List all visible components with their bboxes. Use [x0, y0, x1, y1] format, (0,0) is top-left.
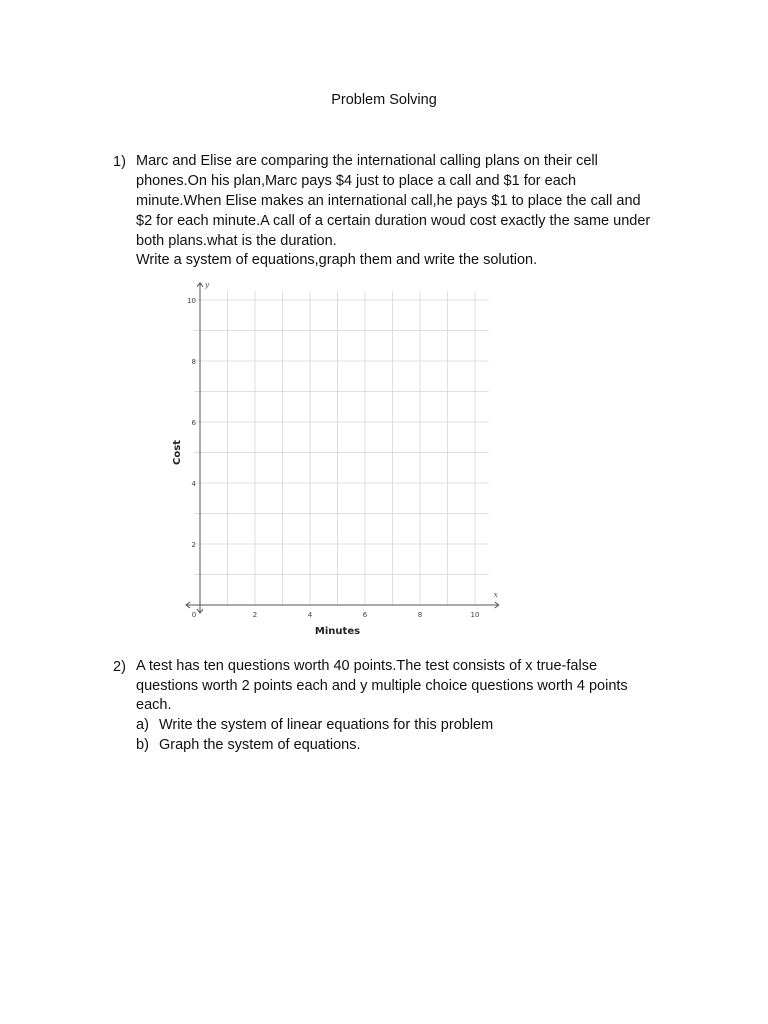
y-tick-label: 4 — [191, 480, 196, 488]
tick-labels — [187, 297, 479, 619]
question-2-line: A test has ten questions worth 40 points.The test consists of x true-false — [136, 658, 598, 674]
question-2-part-b-text: Graph the system of equations. — [159, 737, 361, 753]
coordinate-grid — [168, 270, 508, 642]
x-tick-label: 0 — [191, 611, 197, 619]
question-1-number: 1) — [113, 154, 126, 170]
y-tick-label: 10 — [187, 297, 196, 305]
page-title: Problem Solving — [331, 92, 437, 108]
question-2-part-b-label: b) — [136, 737, 149, 753]
question-1-line: Write a system of equations,graph them and write the solution. — [136, 252, 538, 268]
y-axis-label: Cost — [172, 440, 183, 465]
question-2-line: questions worth 2 points each and y multiple choice questions worth 4 points — [136, 678, 628, 694]
y-tick-label: 6 — [191, 419, 196, 427]
x-tick-label: 4 — [307, 611, 313, 619]
x-tick-label: 2 — [252, 611, 258, 619]
question-2-part-a-label: a) — [136, 717, 149, 733]
question-1-line: $2 for each minute.A call of a certain duration woud cost exactly the same under — [136, 213, 651, 229]
y-axis-letter: y — [205, 280, 209, 289]
axes — [186, 280, 499, 613]
question-1-line: minute.When Elise makes an international call,he pays $1 to place the call and — [136, 193, 641, 209]
x-axis-letter: x — [493, 591, 498, 599]
x-axis-label: Minutes — [314, 626, 361, 637]
y-tick-label: 2 — [191, 541, 196, 549]
question-1-line: both plans.what is the duration. — [136, 233, 337, 249]
y-tick-label: 8 — [191, 358, 196, 366]
question-2-line: each. — [136, 697, 172, 713]
x-tick-label: 8 — [417, 611, 423, 619]
question-2-part-a-text: Write the system of linear equations for this problem — [159, 717, 494, 733]
question-2-number: 2) — [113, 659, 126, 675]
x-tick-label: 10 — [470, 611, 480, 619]
x-tick-label: 6 — [362, 611, 368, 619]
question-1-line: phones.On his plan,Marc pays $4 just to place a call and $1 for each — [136, 173, 577, 189]
question-1-line: Marc and Elise are comparing the international calling plans on their cell — [136, 153, 598, 169]
